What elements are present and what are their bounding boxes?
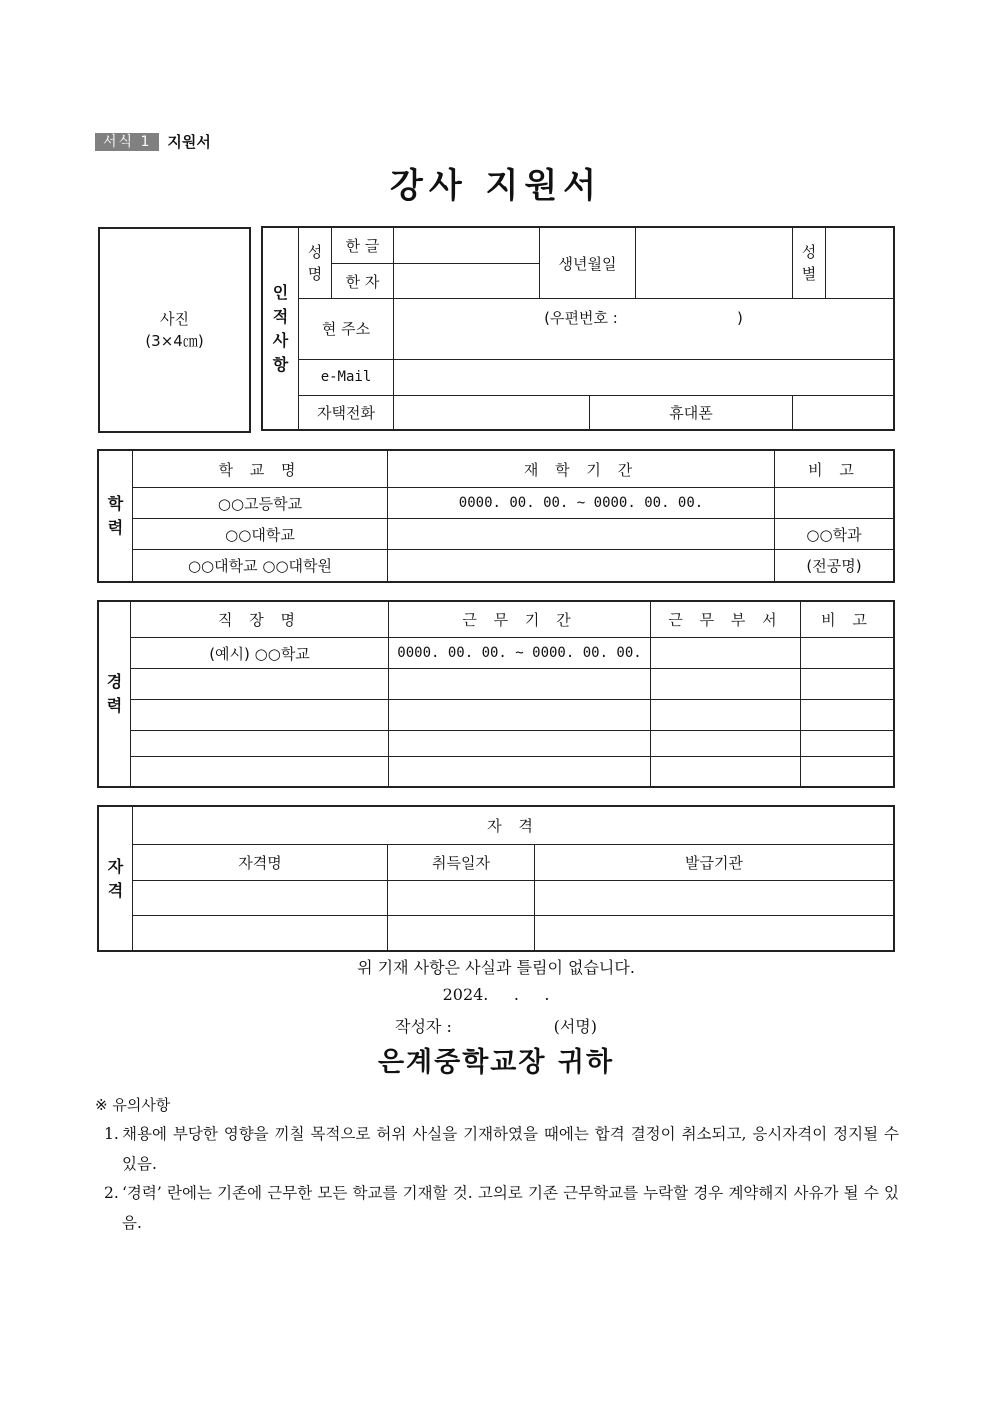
hanja-name-field[interactable] [394, 264, 540, 299]
cert-name-cell[interactable] [133, 881, 388, 916]
table-row [99, 881, 894, 916]
notes-heading: ※ 유의사항 [95, 1096, 171, 1114]
name-label: 성명 [307, 243, 323, 284]
cert-issuer-cell[interactable] [535, 916, 894, 951]
table-row [99, 519, 894, 550]
career-period-cell[interactable] [389, 700, 651, 731]
birth-label: 생년월일 [540, 228, 636, 299]
career-workplace-cell[interactable] [131, 700, 389, 731]
career-header-dept: 근 무 부 서 [651, 602, 801, 638]
cert-title: 자 격 [133, 807, 894, 845]
edu-period-cell[interactable] [388, 550, 775, 582]
career-section-label [99, 602, 131, 787]
personal-info-table [262, 227, 894, 430]
mobile-field[interactable] [793, 395, 894, 429]
career-period-cell[interactable] [389, 731, 651, 757]
career-note-cell[interactable] [801, 757, 894, 787]
postal-code-label: (우편번호 : ) [544, 309, 743, 328]
form-badge: 서식 1 [95, 133, 159, 151]
education-section-text: 학력 [107, 494, 124, 537]
career-period-cell[interactable] [389, 669, 651, 700]
email-label: e-Mail [299, 359, 394, 395]
career-section-text: 경력 [106, 672, 123, 715]
cert-section-text: 자격 [107, 856, 124, 900]
note-number: 1. [104, 1125, 119, 1143]
address-label: 현 주소 [299, 299, 394, 359]
career-dept-cell[interactable] [651, 700, 801, 731]
photo-box[interactable] [98, 227, 251, 433]
photo-label: 사진 [160, 310, 189, 328]
edu-school-cell[interactable]: ○○고등학교 [133, 488, 388, 519]
career-note-cell[interactable] [801, 669, 894, 700]
form-name: 지원서 [167, 133, 211, 151]
career-header-period: 근 무 기 간 [389, 602, 651, 638]
education-table [98, 450, 894, 582]
name-label-cell [299, 228, 332, 299]
cert-section-label [99, 807, 133, 951]
cert-date-cell[interactable] [388, 916, 535, 951]
table-row [99, 916, 894, 951]
career-header-note: 비 고 [801, 602, 894, 638]
addressee: 은계중학교장 귀하 [377, 1047, 615, 1078]
cert-name-cell[interactable] [133, 916, 388, 951]
declaration-statement: 위 기재 사항은 사실과 틀림이 없습니다. [357, 958, 635, 977]
cert-issuer-cell[interactable] [535, 881, 894, 916]
certification-table [98, 806, 894, 951]
table-row [99, 488, 894, 519]
career-period-cell[interactable] [389, 757, 651, 787]
education-section-label [99, 451, 133, 582]
edu-period-cell[interactable]: 0000. 00. 00. ~ 0000. 00. 00. [388, 488, 775, 519]
career-note-cell[interactable] [801, 731, 894, 757]
career-workplace-cell[interactable] [131, 669, 389, 700]
note-item-1 [104, 1119, 899, 1179]
personal-section-text: 인적사항 [272, 282, 289, 374]
table-row [99, 731, 894, 757]
gender-field[interactable] [826, 228, 894, 299]
table-row [99, 669, 894, 700]
home-phone-label: 자택전화 [299, 395, 394, 429]
mobile-label: 휴대폰 [590, 395, 793, 429]
career-workplace-cell[interactable] [131, 731, 389, 757]
edu-note-cell[interactable] [775, 488, 894, 519]
cert-header-issuer: 발급기관 [535, 845, 894, 881]
personal-section-label [263, 228, 299, 430]
edu-note-cell[interactable]: (전공명) [775, 550, 894, 582]
career-workplace-cell[interactable]: (예시) ○○학교 [131, 638, 389, 669]
career-dept-cell[interactable] [651, 757, 801, 787]
hanja-label: 한 자 [332, 264, 394, 299]
declaration-writer: 작성자 : (서명) [395, 1017, 597, 1036]
note-item-2 [104, 1178, 899, 1238]
edu-school-cell[interactable]: ○○대학교 ○○대학원 [133, 550, 388, 582]
career-note-cell[interactable] [801, 638, 894, 669]
gender-label: 성별 [801, 243, 817, 284]
hangul-label: 한 글 [332, 228, 394, 264]
career-dept-cell[interactable] [651, 638, 801, 669]
declaration-date: 2024. . . [442, 985, 550, 1004]
photo-size: (3×4㎝) [145, 332, 204, 350]
career-workplace-cell[interactable] [131, 757, 389, 787]
address-field[interactable] [394, 299, 894, 359]
career-table [98, 601, 894, 787]
email-field[interactable] [394, 359, 894, 395]
form-tag [95, 132, 211, 151]
table-row [99, 700, 894, 731]
cert-header-date: 취득일자 [388, 845, 535, 881]
career-dept-cell[interactable] [651, 669, 801, 700]
edu-header-period: 재 학 기 간 [388, 451, 775, 488]
edu-school-cell[interactable]: ○○대학교 [133, 519, 388, 550]
career-period-cell[interactable]: 0000. 00. 00. ~ 0000. 00. 00. [389, 638, 651, 669]
note-text: 채용에 부당한 영향을 끼칠 목적으로 허위 사실을 기재하였을 때에는 합격 결정이 취소되고, 응시자격이 정지될 수 있음. [122, 1125, 899, 1173]
edu-note-cell[interactable]: ○○학과 [775, 519, 894, 550]
hangul-name-field[interactable] [394, 228, 540, 264]
cert-date-cell[interactable] [388, 881, 535, 916]
edu-header-school: 학 교 명 [133, 451, 388, 488]
note-text: ‘경력’ 란에는 기존에 근무한 모든 학교를 기재할 것. 고의로 기존 근무학교를 누락할 경우 계약해지 사유가 될 수 있음. [122, 1184, 899, 1232]
document-title: 강사 지원서 [389, 166, 603, 206]
table-row [99, 757, 894, 787]
career-dept-cell[interactable] [651, 731, 801, 757]
table-row [99, 550, 894, 582]
gender-label-cell [793, 228, 826, 299]
career-header-workplace: 직 장 명 [131, 602, 389, 638]
home-phone-field[interactable] [394, 395, 590, 429]
cert-header-name: 자격명 [133, 845, 388, 881]
edu-header-note: 비 고 [775, 451, 894, 488]
birth-field[interactable] [636, 228, 793, 299]
edu-period-cell[interactable] [388, 519, 775, 550]
career-note-cell[interactable] [801, 700, 894, 731]
table-row [99, 638, 894, 669]
note-number: 2. [104, 1184, 119, 1202]
